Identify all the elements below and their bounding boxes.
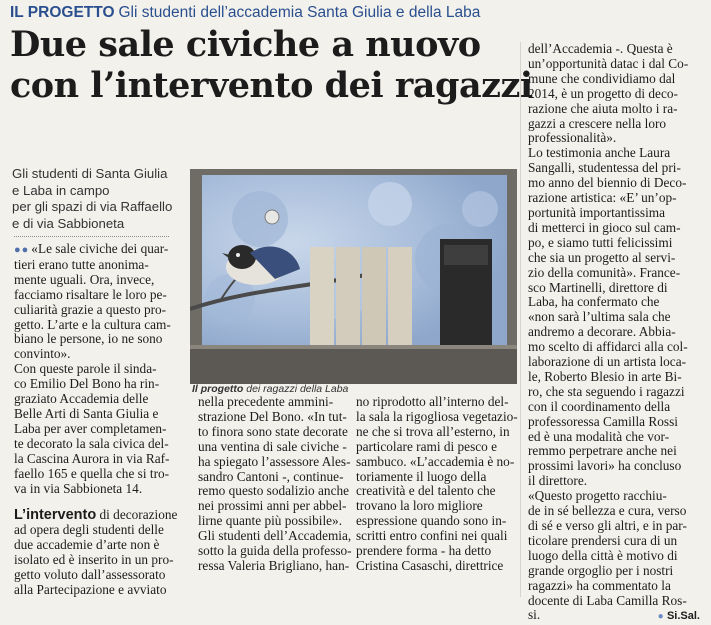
- signature-dot-icon: ●: [657, 611, 664, 623]
- text-line: graziato Accademia delle: [14, 391, 149, 407]
- text-line: il direttore.: [528, 473, 588, 489]
- text-line: sambuco. «L’accademia è no-: [356, 453, 515, 469]
- headline: [10, 24, 533, 106]
- kicker-text: Gli studenti dell’accademia Santa Giulia e della Laba: [118, 4, 481, 21]
- headline-line: Due sale civiche a nuovo: [10, 24, 481, 65]
- text-line: razione artistica: «E’ un’op-: [528, 190, 677, 206]
- text-line: razione che aiuta molto i ra-: [528, 100, 678, 116]
- text-line: con il coordinamento della: [528, 398, 671, 414]
- text-line: Laba, ha confermato che: [528, 294, 660, 310]
- paragraph: [14, 508, 182, 597]
- subhead-line: per gli spazi di via Raffaello: [12, 199, 173, 214]
- text-line: culiarità grazie a questo pro-: [14, 301, 167, 317]
- subhead-line: e di via Sabbioneta: [12, 215, 125, 231]
- text-line: particolare rami di pesco e: [356, 438, 498, 454]
- text-line: nella precedente ammini-: [198, 394, 334, 409]
- text-line: [14, 508, 182, 523]
- text-line: due accademie d’arte non è: [14, 537, 160, 553]
- kicker-label: IL PROGETTO: [10, 4, 115, 21]
- headline-line: con l’intervento dei ragazzi: [10, 65, 533, 106]
- text-line: mente uguali. Ora, invece,: [14, 271, 155, 287]
- text-line: convinto».: [14, 346, 71, 362]
- text-line: gazzi a crescere nella loro: [528, 115, 667, 131]
- article-column-4: [528, 42, 700, 625]
- text-line: un’opportunità datac i dal Co-: [528, 55, 689, 71]
- text-line: scritti entro confini nei quali: [356, 528, 508, 544]
- text-line: di metterci in gioco sul cam-: [528, 219, 681, 235]
- text-line: la sala la rigogliosa vegetazio-: [356, 408, 518, 424]
- text-line-content: di decorazione: [96, 507, 178, 523]
- text-line: ro, che sta seguendo i ragazzi: [528, 383, 685, 399]
- paragraph: [198, 394, 352, 574]
- text-line: trovano la loro migliore: [356, 498, 483, 514]
- text-line: faello 165 e quella che si tro-: [14, 465, 170, 481]
- text-line: [528, 608, 700, 623]
- text-line: to finora sono state decorate: [198, 423, 348, 439]
- text-line: Lo testimonia anche Laura: [528, 145, 671, 161]
- text-line: prossimi lavori» ha concluso: [528, 458, 682, 474]
- text-line: professionalità».: [528, 130, 617, 146]
- text-line: sco Martinelli, direttore di: [528, 279, 668, 295]
- paragraph: [528, 489, 700, 623]
- text-line: andremo a decorare. Abbia-: [528, 324, 676, 340]
- subhead-divider: [14, 236, 169, 237]
- text-line: di sé e verso gli altri, e in par-: [528, 518, 687, 533]
- text-line: ha spiegato l’assessore Ales-: [198, 453, 351, 469]
- text-line: Cristina Casaschi, direttrice: [356, 557, 504, 573]
- text-line: ticolare prendersi cura di un: [528, 532, 678, 548]
- text-line: no riprodotto all’interno del-: [356, 394, 509, 409]
- text-line: biano le persone, io ne sono: [14, 331, 163, 347]
- caption-text: dei ragazzi della Laba: [243, 383, 349, 395]
- text-line: mune che condividiamo dal: [528, 70, 676, 86]
- text-line: Con queste parole il sinda-: [14, 361, 157, 377]
- text-line: «non sarà l’ultima sala che: [528, 309, 671, 325]
- author-signature: [658, 608, 700, 625]
- text-line: Sangalli, studentessa del pri-: [528, 160, 681, 176]
- text-line: po, e siamo tutti felicissimi: [528, 234, 673, 250]
- text-line: ed è una modalità che vor-: [528, 428, 670, 444]
- mural-photo-graphic: [190, 169, 517, 384]
- text-line: espressione quando sono in-: [356, 513, 507, 529]
- article-column-1: [14, 242, 182, 598]
- text-line: tieri erano tutte anonima-: [14, 256, 149, 272]
- text-line: sotto la guida della professo-: [198, 543, 352, 559]
- text-line: portunità importantissima: [528, 204, 666, 220]
- text-line: creatività e del talento che: [356, 483, 496, 499]
- text-line: grande orgoglio per i nostri: [528, 562, 674, 578]
- text-line: ne che si trova all’esterno, in: [356, 423, 510, 439]
- article-column-3: [356, 394, 518, 574]
- text-line: la Cascina Aurora in via Raf-: [14, 450, 170, 466]
- text-line: prendere forma - ha detto: [356, 543, 492, 559]
- text-line-content: «Le sale civiche dei quar-: [31, 241, 169, 256]
- text-line: va in via Sabbioneta 14.: [14, 480, 143, 496]
- text-line: mo anno del biennio di Deco-: [528, 175, 687, 191]
- text-line: remmo perpetrare anche nei: [528, 443, 677, 459]
- caption-bold: Il progetto: [192, 383, 244, 395]
- paragraph: [528, 146, 700, 489]
- text-line: che sia un progetto al servi-: [528, 249, 676, 265]
- text-line: 2014, è un progetto di deco-: [528, 85, 678, 101]
- text-line: isolato ed è inserito in un pro-: [14, 552, 174, 568]
- text-line: [14, 242, 182, 258]
- text-line: docente di Laba Camilla Ros-: [528, 592, 687, 608]
- signature-text: Si.Sal.: [666, 610, 700, 623]
- kicker: [10, 4, 480, 22]
- text-line: «Questo progetto racchiu-: [528, 488, 667, 504]
- text-line: Gli studenti dell’Accademia,: [198, 528, 352, 544]
- text-line: laborazione di un artista loca-: [528, 354, 687, 370]
- subhead: [12, 166, 172, 232]
- column-divider: [520, 42, 521, 597]
- article-photo: [190, 169, 517, 384]
- text-line: Belle Arti di Santa Giulia e: [14, 405, 159, 421]
- text-line: lirne quante più possibile».: [198, 513, 343, 529]
- subhead-line: e Laba in campo: [12, 182, 110, 198]
- text-line: una ventina di sale civiche -: [198, 438, 347, 454]
- text-line: strazione Del Bono. «In tut-: [198, 408, 347, 424]
- bullet-dots-icon: ●●: [14, 244, 30, 256]
- text-line: mo scelto di affidarci alla col-: [528, 339, 688, 355]
- text-line: facciamo risaltare le loro pe-: [14, 286, 167, 302]
- text-line: ressa Valeria Brigliano, han-: [198, 557, 350, 573]
- text-line: remo questo sodalizio anche: [198, 483, 350, 499]
- paragraph: [356, 394, 518, 574]
- lead-word: L’intervento: [14, 507, 97, 524]
- text-line: te decorato la sala civica del-: [14, 435, 169, 451]
- paragraph: [14, 362, 182, 496]
- text-line: zio della comunità». France-: [528, 264, 681, 280]
- text-line: nei prossimi anni per abbel-: [198, 498, 347, 514]
- text-line: dell’Accademia -. Questa è: [528, 41, 673, 56]
- text-line: de in sé bellezza e cura, verso: [528, 503, 687, 519]
- text-line: alla Partecipazione e avviato: [14, 581, 167, 597]
- text-line-content: si.: [528, 607, 541, 623]
- text-line: toriamente il luogo della: [356, 468, 487, 484]
- text-line: ragazzi» ha commentato la: [528, 577, 671, 593]
- paragraph: [14, 242, 182, 362]
- text-line: professoressa Camilla Rossi: [528, 413, 678, 429]
- text-line: sandro Cantoni -, continue-: [198, 468, 344, 484]
- text-line: luogo della città è motivo di: [528, 547, 678, 563]
- paragraph: [528, 42, 700, 146]
- text-line: ad opera degli studenti delle: [14, 522, 164, 538]
- text-line: le, Roberto Blesio in arte Bi-: [528, 368, 682, 384]
- article-column-2: [198, 394, 352, 574]
- text-line: getto. L’arte e la cultura cam-: [14, 316, 171, 332]
- text-line: getto voluto dall’assessorato: [14, 567, 166, 583]
- text-line: Laba per aver completamen-: [14, 420, 167, 436]
- text-line: co Emilio Del Bono ha rin-: [14, 376, 160, 392]
- subhead-line: Gli studenti di Santa Giulia: [12, 166, 168, 181]
